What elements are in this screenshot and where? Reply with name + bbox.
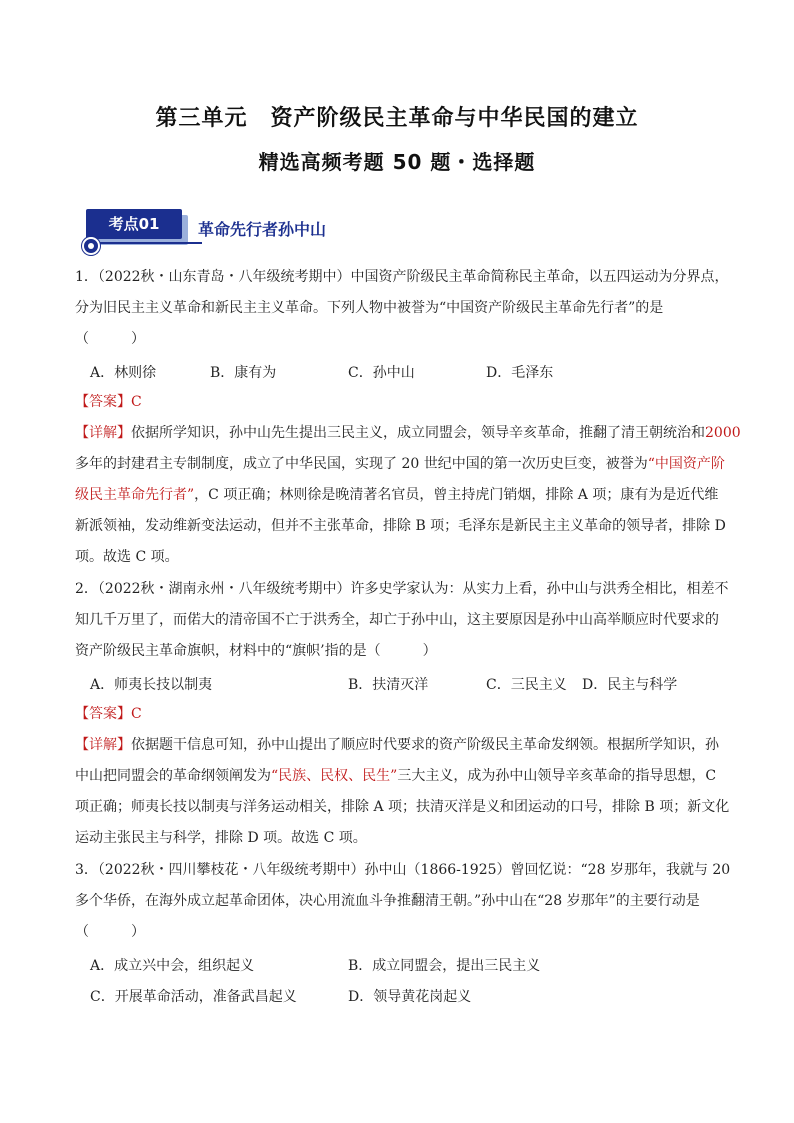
q2-detail-line-3: 项正确；师夷长技以制夷与洋务运动相关，排除 A 项；扶清灭洋是义和团运动的口号，排除 B 项；新文化 <box>75 799 730 815</box>
section-header <box>76 207 396 255</box>
tag-dot-icon <box>82 237 100 255</box>
q2-line-2: 知几千万里了，而偌大的清帝国不亡于洪秀全，却亡于孙中山，这主要原因是孙中山高举顺应时代要求的 <box>75 612 719 628</box>
q1-detail-line-4: 新派领袖，发动维新变法运动，但并不主张革命，排除 B 项；毛泽东是新民主主义革命的领导者，排除 D <box>75 518 726 534</box>
q3-line-1: 3．（2022秋・四川攀枝花・八年级统考期中）孙中山（1866-1925）曾回忆说：“28 岁那年，我就与 20 <box>75 862 731 878</box>
q2-detail-label: 【详解】 <box>75 737 131 753</box>
q1-detail-text-2b: “中国资产阶 <box>647 456 725 472</box>
q2-line-1: 2．（2022秋・湖南永州・八年级统考期中）许多史学家认为：从实力上看，孙中山与洪秀全相比，相差不 <box>75 581 729 597</box>
q3-option-a: A．成立兴中会，组织起义 <box>90 958 255 974</box>
q1-line-1: 1．（2022秋・山东青岛・八年级统考期中）中国资产阶级民主革命简称民主革命，以五四运动为分界点， <box>75 269 729 285</box>
q2-detail-text-2c: 三大主义，成为孙中山领导辛亥革命的指导思想，C <box>397 768 717 784</box>
q3-line-3: （ ） <box>75 924 145 940</box>
q1-line-2: 分为旧民主主义革命和新民主主义革命。下列人物中被誉为“中国资产阶级民主革命先行者”的是 <box>75 300 664 316</box>
q1-detail-line-3 <box>75 486 735 504</box>
q3-option-d: D．领导黄花岗起义 <box>348 989 472 1005</box>
q2-option-a: A．师夷长技以制夷 <box>90 677 213 693</box>
q2-detail-text-2a: 中山把同盟会的革命纲领阐发为 <box>75 768 271 784</box>
q1-detail-text-3b: ，C 项正确；林则徐是晚清著名官员，曾主持虎门销烟，排除 A 项；康有为是近代维 <box>194 487 719 503</box>
q1-detail-text-1a: 依据所学知识，孙中山先生提出三民主义，成立同盟会，领导辛亥革命，推翻了清王朝统治和 <box>131 425 705 441</box>
q1-detail-text-2a: 多年的封建君主专制制度，成立了中华民国，实现了 20 世纪中国的第一次历史巨变，被誉为 <box>75 456 648 472</box>
tag-underline <box>82 242 202 244</box>
q2-option-d: D．民主与科学 <box>582 677 678 693</box>
q1-detail-text-1b: 2000 <box>705 425 741 441</box>
q2-detail-text-2b: “民族、民权、民生” <box>271 768 398 784</box>
q1-detail-text-3a: 级民主革命先行者” <box>75 487 195 503</box>
q1-detail-line-2 <box>75 455 735 473</box>
q2-detail-line-2 <box>75 767 735 785</box>
q1-option-a: A．林则徐 <box>90 365 157 381</box>
page-title: 第三单元 资产阶级民主革命与中华民国的建立 <box>155 106 639 131</box>
q2-line-3: 资产阶级民主革命旗帜，材料中的“旗帜’指的是（ ） <box>75 643 437 659</box>
q2-detail-line-4: 运动主张民主与科学，排除 D 项。故选 C 项。 <box>75 830 367 846</box>
page-subtitle: 精选高频考题 50 题・选择题 <box>258 150 536 174</box>
q1-option-d: D．毛泽东 <box>486 365 554 381</box>
q1-line-3: （ ） <box>75 331 145 347</box>
q2-option-b: B．扶清灭洋 <box>348 677 429 693</box>
q2-option-c: C．三民主义 <box>486 677 567 693</box>
q1-detail-label: 【详解】 <box>75 425 131 441</box>
section-tag: 考点01 <box>86 209 182 239</box>
q2-detail-text-1: 依据题干信息可知，孙中山提出了顺应时代要求的资产阶级民主革命发纲领。根据所学知识，孙 <box>131 737 719 753</box>
q1-option-c: C．孙中山 <box>348 365 415 381</box>
q1-option-b: B．康有为 <box>210 365 277 381</box>
q2-answer: 【答案】C <box>75 706 142 722</box>
q1-detail-line-5: 项。故选 C 项。 <box>75 549 179 565</box>
q2-detail-line-1 <box>75 736 735 754</box>
q3-option-c: C．开展革命活动，准备武昌起义 <box>90 989 297 1005</box>
q3-line-2: 多个华侨，在海外成立起革命团体，决心用流血斗争推翻清王朝。”孙中山在“28 岁那年”的主要行动是 <box>75 893 700 909</box>
q3-option-b: B．成立同盟会，提出三民主义 <box>348 958 541 974</box>
section-title: 革命先行者孙中山 <box>198 220 327 239</box>
q1-answer: 【答案】C <box>75 394 142 410</box>
q1-detail-line-1 <box>75 424 741 442</box>
